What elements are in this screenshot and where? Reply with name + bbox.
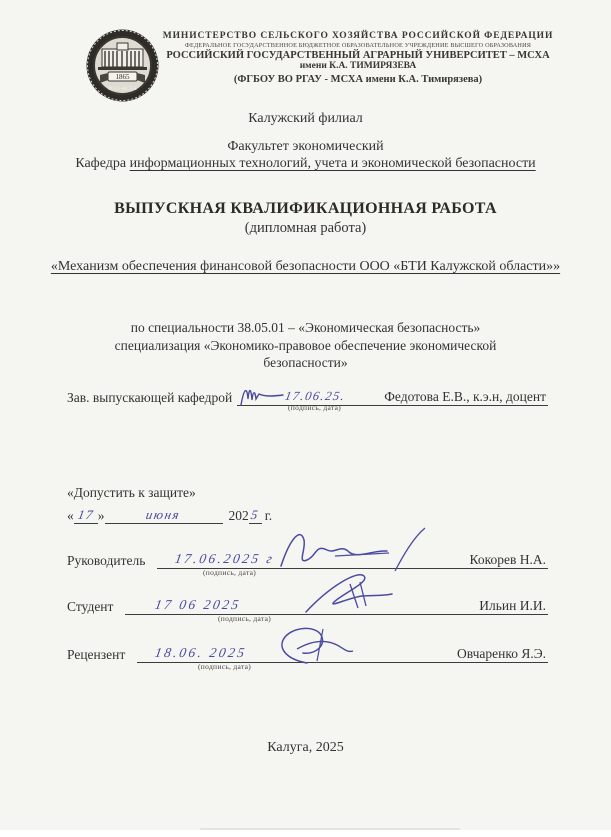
supervisor-row — [67, 546, 548, 569]
admission-year-suffix: г. — [264, 508, 273, 523]
reviewer-caption: (подпись, дата) — [198, 662, 252, 671]
admission-year-field: 5 — [250, 507, 261, 522]
reviewer-signature-line — [137, 640, 548, 663]
department-name: информационных технологий, учета и экономической безопасности — [129, 156, 536, 171]
work-title: ВЫПУСКНАЯ КВАЛИФИКАЦИОННАЯ РАБОТА — [114, 200, 497, 217]
seal-caption: РГАУ·МСХА — [108, 87, 137, 92]
admission-date-line — [67, 504, 272, 524]
admission-year-printed: 202 — [228, 508, 249, 523]
admission-title: «Допустить к защите» — [67, 485, 196, 500]
faculty-line: Факультет экономический — [227, 139, 384, 154]
admission-month-field: июня — [105, 507, 223, 524]
student-row — [67, 592, 548, 615]
seal-year: 1865 — [115, 73, 130, 81]
head-label: Зав. выпускающей кафедрой — [67, 390, 233, 405]
supervisor-handwritten-date: 17.06.2025 г — [174, 551, 277, 566]
university-line: РОССИЙСКИЙ ГОСУДАРСТВЕННЫЙ АГРАРНЫЙ УНИВЕРСИТЕТ – МСХА — [166, 50, 550, 61]
thesis-theme: «Механизм обеспечения финансовой безопасности ООО «БТИ Калужской области»» — [50, 259, 561, 274]
branch-line: Калужский филиал — [248, 111, 363, 126]
specialty-block — [103, 319, 508, 372]
reviewer-handwritten-date: 18.06. 2025 — [153, 645, 249, 660]
ministry-line: МИНИСТЕРСТВО СЕЛЬСКОГО ХОЗЯЙСТВА РОССИЙСКОЙ ФЕДЕРАЦИИ — [162, 31, 554, 41]
work-subtitle: (дипломная работа) — [244, 220, 367, 236]
reviewer-signature-scrawl-icon — [267, 623, 357, 665]
admission-block — [67, 485, 272, 524]
scan-edge — [0, 830, 611, 837]
reviewer-row — [67, 640, 548, 663]
admission-day-field: 17 — [74, 507, 98, 524]
head-handwritten-date: 17.06.25. — [284, 389, 347, 403]
abbrev-line: (ФГБОУ ВО РГАУ - МСХА имени К.А. Тимирязева) — [233, 74, 483, 85]
reviewer-label: Рецензент — [67, 647, 126, 662]
supervisor-name: Кокорев Н.А. — [469, 552, 546, 567]
named-after-line: имени К.А. ТИМИРЯЗЕВА — [299, 61, 417, 71]
supervisor-signature-scrawl-icon — [277, 526, 427, 572]
student-signature-line — [125, 592, 548, 615]
supervisor-caption: (подпись, дата) — [203, 568, 257, 577]
specialty-line: по специальности 38.05.01 – «Экономическая безопасность» — [130, 320, 481, 335]
letterhead — [153, 31, 563, 85]
city-year-line: Калуга, 2025 — [267, 740, 344, 755]
university-seal-icon — [84, 27, 161, 104]
quote-open: « — [67, 508, 74, 523]
quote-close: » — [97, 508, 105, 523]
fgbou-line: ФЕДЕРАЛЬНОЕ ГОСУДАРСТВЕННОЕ БЮДЖЕТНОЕ ОБРАЗОВАТЕЛЬНОЕ УЧРЕЖДЕНИЕ ВЫСШЕГО ОБРАЗОВАНИЯ — [184, 42, 532, 49]
department-prefix: Кафедра — [75, 156, 127, 171]
head-signature-scrawl-icon — [239, 384, 285, 408]
student-signature-scrawl-icon — [300, 568, 395, 614]
student-label: Студент — [67, 599, 114, 614]
supervisor-label: Руководитель — [67, 553, 146, 568]
department-line — [0, 156, 611, 172]
head-name: Федотова Е.В., к.э.н, доцент — [384, 389, 546, 404]
student-handwritten-date: 17 06 2025 — [154, 597, 243, 612]
supervisor-signature-line — [157, 546, 548, 569]
specialization-line: специализация «Экономико-правовое обеспечение экономической безопасности» — [114, 337, 497, 370]
reviewer-name: Овчаренко Я.Э. — [456, 646, 546, 661]
head-signature-caption: (подпись, дата) — [288, 403, 342, 412]
head-signature-line — [237, 381, 548, 406]
student-name: Ильин И.И. — [479, 598, 546, 613]
student-caption: (подпись, дата) — [218, 614, 272, 623]
